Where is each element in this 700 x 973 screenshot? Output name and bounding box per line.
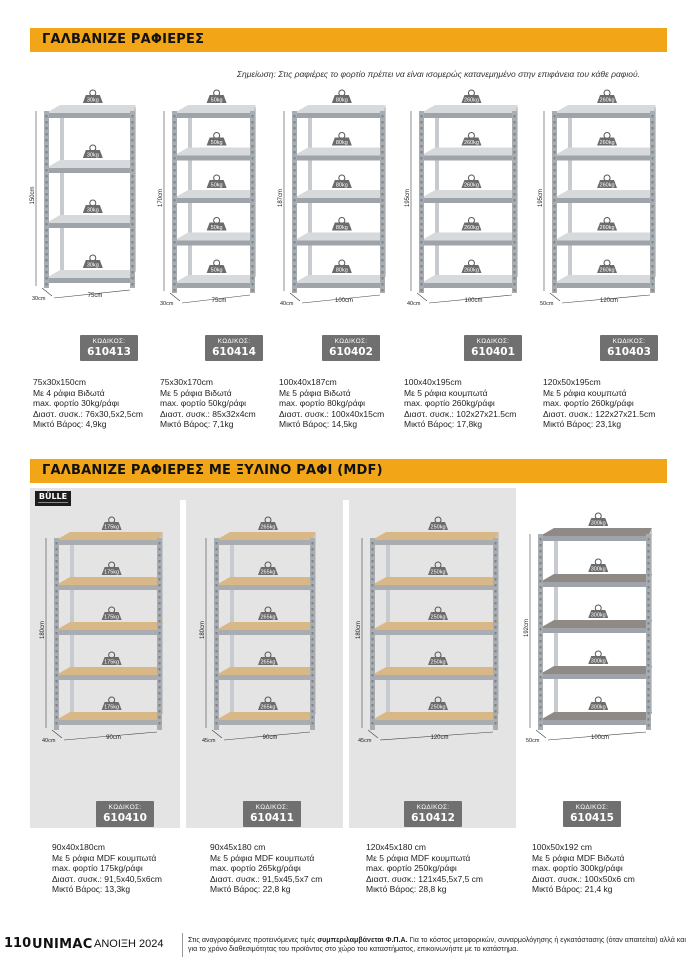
product-code-label: ΚΩΔΙΚΟΣ: xyxy=(255,804,289,811)
shelving-unit-illustration xyxy=(40,524,175,750)
weight-icon xyxy=(102,562,122,576)
product-code: 610411 xyxy=(250,812,294,824)
spec-line: 75x30x150cm xyxy=(33,377,86,387)
depth-dimension-label: 50cm xyxy=(526,738,540,744)
depth-dimension-label: 40cm xyxy=(280,301,294,307)
svg-text:260kg: 260kg xyxy=(599,267,615,274)
product-code-badge xyxy=(600,335,658,361)
svg-text:300kg: 300kg xyxy=(590,520,606,527)
depth-dimension-label: 50cm xyxy=(540,301,554,307)
svg-text:260kg: 260kg xyxy=(463,97,479,104)
product-image xyxy=(538,97,668,313)
spec-line: Με 5 ράφια MDF κουμπωτά xyxy=(366,852,471,863)
product-code-badge xyxy=(563,801,621,827)
svg-text:265kg: 265kg xyxy=(260,524,276,531)
shelf-board xyxy=(421,190,518,198)
width-dimension-label: 120cm xyxy=(430,735,449,741)
weight-icon xyxy=(332,175,352,189)
product-image xyxy=(158,97,268,313)
shelf-board xyxy=(56,667,163,675)
weight-icon xyxy=(461,260,481,274)
spec-line: Διαστ. συσκ.: 102x27x21.5cm xyxy=(404,408,517,419)
weight-icon xyxy=(207,175,227,189)
bulle-logo: BÜLLE xyxy=(35,491,71,506)
footer-divider xyxy=(182,933,183,957)
svg-text:300kg: 300kg xyxy=(590,612,606,619)
shelf-board xyxy=(540,666,652,674)
weight-icon xyxy=(428,607,448,621)
spec-line: Διαστ. συσκ.: 85x32x4cm xyxy=(160,408,256,419)
spec-line: Μικτό Βάρος: 14,5kg xyxy=(279,419,358,429)
svg-text:50kg: 50kg xyxy=(210,182,223,189)
product-code-badge xyxy=(464,335,522,361)
spec-line: Διαστ. συσκ.: 121x45,5x7,5 cm xyxy=(366,873,484,884)
svg-text:260kg: 260kg xyxy=(599,182,615,189)
spec-line: Με 5 ράφια MDF κουμπωτά xyxy=(52,852,157,863)
weight-icon xyxy=(588,651,608,665)
svg-text:300kg: 300kg xyxy=(590,566,606,573)
price-disclaimer: Στις αναγραφόμενες προτεινόμενες τιμές συμπεριλαμβάνεται Φ.Π.Α. Για το κόστος μεταφορικών, συναρμολόγησης ή εγκατάστασης (όταν απαιτείται) αλλά και για το χρόνο διαθεσιμότητας του προϊόντος στο χώρο του καταστήματος, επικοινωνήστε με το κατάστημα. xyxy=(188,936,686,953)
product-code-label: ΚΩΔΙΚΟΣ: xyxy=(217,338,251,345)
shelving-unit-illustration xyxy=(538,97,668,313)
weight-icon xyxy=(428,562,448,576)
shelf-board xyxy=(216,532,316,540)
spec-line: 100x50x192 cm xyxy=(532,842,593,852)
product-code-badge xyxy=(404,801,462,827)
height-dimension-label: 180cm xyxy=(356,620,362,640)
product-code: 610413 xyxy=(87,346,131,358)
svg-text:250kg: 250kg xyxy=(430,659,446,666)
svg-text:80kg: 80kg xyxy=(335,267,348,274)
product-code: 610403 xyxy=(607,346,651,358)
svg-text:80kg: 80kg xyxy=(335,140,348,146)
weight-icon xyxy=(428,652,448,666)
weight-icon xyxy=(588,697,608,711)
shelf-board xyxy=(540,712,652,720)
spec-line: max. φορτίο 175kg/ράφι xyxy=(52,863,143,873)
weight-icon xyxy=(588,513,608,527)
weight-icon xyxy=(102,697,122,711)
shelf-board xyxy=(46,105,136,113)
weight-icon xyxy=(588,559,608,573)
svg-text:50kg: 50kg xyxy=(210,225,223,231)
product-image xyxy=(356,524,511,750)
product-code-badge xyxy=(205,335,263,361)
svg-text:175kg: 175kg xyxy=(104,614,120,621)
weight-icon xyxy=(83,145,103,159)
spec-line: 75x30x170cm xyxy=(160,377,213,387)
catalog-season: ΑΝΟΙΞΗ 2024 xyxy=(94,938,164,950)
brand-name: UNIMAC xyxy=(32,937,93,952)
shelf-board xyxy=(372,667,499,675)
depth-dimension-label: 45cm xyxy=(358,738,372,744)
height-dimension-label: 195cm xyxy=(405,188,411,208)
shelf-board xyxy=(174,190,256,198)
spec-line: 120x50x195cm xyxy=(543,377,601,387)
weight-icon xyxy=(207,133,227,147)
section-title-mdf: ΓΑΛΒΑΝΙΖΕ ΡΑΦΙΕΡΕΣ ΜΕ ΞΥΛΙΝΟ ΡΑΦΙ (MDF) xyxy=(30,459,667,483)
svg-text:300kg: 300kg xyxy=(590,658,606,665)
spec-line: Με 5 ράφια MDF Βιδωτά xyxy=(532,852,625,863)
svg-text:175kg: 175kg xyxy=(104,524,120,531)
shelf-board xyxy=(56,532,163,540)
height-dimension-label: 187cm xyxy=(278,188,284,208)
spec-line: max. φορτίο 260kg/ράφι xyxy=(404,398,495,408)
weight-icon xyxy=(332,260,352,274)
height-dimension-label: 150cm xyxy=(30,186,36,205)
weight-icon xyxy=(83,90,103,104)
shelf-board xyxy=(554,148,656,156)
spec-line: Διαστ. συσκ.: 100x50x6 cm xyxy=(532,873,635,884)
shelf-board xyxy=(216,667,316,675)
product-code-badge xyxy=(322,335,380,361)
weight-icon xyxy=(597,175,617,189)
weight-icon xyxy=(332,218,352,232)
product-code: 610415 xyxy=(570,812,614,824)
spec-line: max. φορτίο 300kg/ράφι xyxy=(532,863,623,873)
spec-line: Με 5 ράφια κουμπωτά xyxy=(543,387,627,398)
spec-line: max. φορτίο 50kg/ράφι xyxy=(160,398,247,408)
svg-text:80kg: 80kg xyxy=(335,225,348,231)
product-code: 610401 xyxy=(471,346,515,358)
shelf-board xyxy=(554,275,656,283)
shelf-board xyxy=(372,577,499,585)
product-specs xyxy=(532,842,635,895)
svg-text:80kg: 80kg xyxy=(335,182,348,189)
shelf-board xyxy=(294,190,386,198)
spec-line: Μικτό Βάρος: 23,1kg xyxy=(543,419,622,429)
weight-icon xyxy=(258,697,278,711)
spec-line: Μικτό Βάρος: 4,9kg xyxy=(33,419,107,429)
width-dimension-label: 100cm xyxy=(590,735,610,741)
shelving-unit-illustration xyxy=(30,97,148,308)
shelf-board xyxy=(554,105,656,113)
spec-line: max. φορτίο 80kg/ράφι xyxy=(279,398,366,408)
svg-text:260kg: 260kg xyxy=(599,225,615,231)
width-dimension-label: 100cm xyxy=(464,298,483,304)
shelf-board xyxy=(372,622,499,630)
product-image xyxy=(278,97,398,313)
depth-dimension-label: 30cm xyxy=(160,301,174,307)
shelf-board xyxy=(540,574,652,582)
product-specs xyxy=(210,842,322,895)
product-code-label: ΚΩΔΙΚΟΣ: xyxy=(416,804,450,811)
spec-line: max. φορτίο 30kg/ράφι xyxy=(33,398,120,408)
shelf-board xyxy=(554,233,656,241)
shelf-board xyxy=(372,712,499,720)
page-footer xyxy=(0,930,700,960)
weight-icon xyxy=(461,218,481,232)
spec-line: 90x40x180cm xyxy=(52,842,105,852)
svg-text:265kg: 265kg xyxy=(260,614,276,621)
width-dimension-label: 75cm xyxy=(87,293,103,299)
load-note: Σημείωση: Στις ραφιέρες το φορτίο πρέπει να είναι ισομερώς κατανεμημένο στην επιφάνεια του κάθε ραφιού. xyxy=(236,69,640,79)
shelf-board xyxy=(216,577,316,585)
svg-text:30kg: 30kg xyxy=(86,262,99,269)
shelf-board xyxy=(216,622,316,630)
spec-line: Μικτό Βάρος: 22,8 kg xyxy=(210,884,291,894)
product-specs xyxy=(160,377,256,430)
height-dimension-label: 195cm xyxy=(538,188,544,208)
svg-text:260kg: 260kg xyxy=(463,225,479,231)
svg-text:175kg: 175kg xyxy=(104,659,120,666)
svg-text:30kg: 30kg xyxy=(86,152,99,159)
shelf-board xyxy=(174,105,256,113)
shelf-board xyxy=(372,532,499,540)
spec-line: Διαστ. συσκ.: 91,5x40,5x6cm xyxy=(52,873,162,884)
section-title-galvanized: ΓΑΛΒΑΝΙΖΕ ΡΑΦΙΕΡΕΣ xyxy=(30,28,667,52)
shelving-unit-illustration xyxy=(158,97,268,313)
product-code: 610414 xyxy=(212,346,256,358)
weight-icon xyxy=(597,133,617,147)
product-specs xyxy=(33,377,143,430)
svg-text:175kg: 175kg xyxy=(104,569,120,576)
shelf-board xyxy=(56,622,163,630)
shelving-unit-illustration xyxy=(356,524,511,750)
spec-line: 100x40x195cm xyxy=(404,377,462,387)
product-code-badge xyxy=(96,801,154,827)
svg-text:250kg: 250kg xyxy=(430,524,446,531)
shelf-board xyxy=(421,275,518,283)
shelf-board xyxy=(46,160,136,168)
shelf-board xyxy=(294,233,386,241)
shelf-board xyxy=(46,215,136,223)
height-dimension-label: 180cm xyxy=(40,620,46,640)
weight-icon xyxy=(461,175,481,189)
svg-text:260kg: 260kg xyxy=(463,267,479,274)
weight-icon xyxy=(428,697,448,711)
product-code-label: ΚΩΔΙΚΟΣ: xyxy=(575,804,609,811)
svg-text:50kg: 50kg xyxy=(210,267,223,274)
svg-text:260kg: 260kg xyxy=(463,140,479,146)
spec-line: 100x40x187cm xyxy=(279,377,337,387)
shelf-board xyxy=(46,270,136,278)
shelf-board xyxy=(174,148,256,156)
shelf-board xyxy=(216,712,316,720)
width-dimension-label: 120cm xyxy=(599,298,619,304)
weight-icon xyxy=(207,218,227,232)
product-image xyxy=(40,524,175,750)
svg-text:80kg: 80kg xyxy=(335,97,348,104)
shelf-board xyxy=(56,577,163,585)
weight-icon xyxy=(258,562,278,576)
width-dimension-label: 90cm xyxy=(262,735,278,741)
height-dimension-label: 180cm xyxy=(200,620,206,640)
product-specs xyxy=(543,377,655,430)
spec-line: Μικτό Βάρος: 13,3kg xyxy=(52,884,131,894)
product-image xyxy=(524,520,664,750)
weight-icon xyxy=(597,90,617,104)
svg-text:260kg: 260kg xyxy=(599,97,615,104)
shelf-board xyxy=(294,105,386,113)
height-dimension-label: 170cm xyxy=(158,188,164,208)
weight-icon xyxy=(588,605,608,619)
weight-icon xyxy=(102,607,122,621)
shelf-board xyxy=(540,528,652,536)
shelf-board xyxy=(294,148,386,156)
product-code-label: ΚΩΔΙΚΟΣ: xyxy=(476,338,510,345)
spec-line: Μικτό Βάρος: 17,8kg xyxy=(404,419,483,429)
weight-icon xyxy=(102,652,122,666)
product-code-badge xyxy=(80,335,138,361)
weight-icon xyxy=(83,255,103,269)
shelf-board xyxy=(421,233,518,241)
shelf-board xyxy=(294,275,386,283)
product-code-label: ΚΩΔΙΚΟΣ: xyxy=(108,804,142,811)
svg-text:250kg: 250kg xyxy=(430,569,446,576)
depth-dimension-label: 40cm xyxy=(42,738,56,744)
depth-dimension-label: 30cm xyxy=(32,296,46,302)
spec-line: Διαστ. συσκ.: 100x40x15cm xyxy=(279,408,385,419)
column-divider xyxy=(343,500,349,828)
spec-line: Μικτό Βάρος: 28,8 kg xyxy=(366,884,447,894)
product-code: 610412 xyxy=(411,812,455,824)
spec-line: Διαστ. συσκ.: 76x30,5x2,5cm xyxy=(33,408,143,419)
product-code: 610402 xyxy=(329,346,373,358)
spec-line: 90x45x180 cm xyxy=(210,842,266,852)
shelf-board xyxy=(421,105,518,113)
depth-dimension-label: 45cm xyxy=(202,738,216,744)
weight-icon xyxy=(258,652,278,666)
column-divider xyxy=(180,500,186,828)
spec-line: Με 5 ράφια κουμπωτά xyxy=(404,387,488,398)
width-dimension-label: 75cm xyxy=(211,298,227,304)
spec-line: 120x45x180 cm xyxy=(366,842,427,852)
svg-text:50kg: 50kg xyxy=(210,97,223,104)
svg-text:30kg: 30kg xyxy=(86,97,99,104)
svg-text:175kg: 175kg xyxy=(104,704,120,711)
svg-text:50kg: 50kg xyxy=(210,140,223,146)
svg-text:265kg: 265kg xyxy=(260,704,276,711)
spec-line: Διαστ. συσκ.: 122x27x21.5cm xyxy=(543,408,656,419)
shelving-unit-illustration xyxy=(278,97,398,313)
height-dimension-label: 192cm xyxy=(524,618,530,638)
shelf-board xyxy=(540,620,652,628)
product-specs xyxy=(52,842,162,895)
depth-dimension-label: 40cm xyxy=(407,301,421,307)
shelf-board xyxy=(174,233,256,241)
spec-line: max. φορτίο 265kg/ράφι xyxy=(210,863,301,873)
shelf-board xyxy=(554,190,656,198)
product-image xyxy=(200,524,328,750)
shelf-board xyxy=(421,148,518,156)
svg-text:260kg: 260kg xyxy=(599,140,615,146)
width-dimension-label: 90cm xyxy=(106,735,121,741)
product-code-label: ΚΩΔΙΚΟΣ: xyxy=(612,338,646,345)
width-dimension-label: 100cm xyxy=(334,298,354,304)
svg-text:265kg: 265kg xyxy=(260,569,276,576)
product-code-label: ΚΩΔΙΚΟΣ: xyxy=(334,338,368,345)
svg-text:300kg: 300kg xyxy=(590,704,606,711)
spec-line: Μικτό Βάρος: 21,4 kg xyxy=(532,884,613,894)
weight-icon xyxy=(461,90,481,104)
svg-text:265kg: 265kg xyxy=(260,659,276,666)
product-image xyxy=(405,97,530,313)
spec-line: Με 5 ράφια MDF κουμπωτά xyxy=(210,852,315,863)
weight-icon xyxy=(597,218,617,232)
weight-icon xyxy=(83,200,103,214)
product-code-label: ΚΩΔΙΚΟΣ: xyxy=(92,338,126,345)
weight-icon xyxy=(461,133,481,147)
shelving-unit-illustration xyxy=(524,520,664,750)
product-image xyxy=(30,97,148,308)
weight-icon xyxy=(207,90,227,104)
page-number: 110 xyxy=(4,936,32,951)
svg-text:260kg: 260kg xyxy=(463,182,479,189)
spec-line: Μικτό Βάρος: 7,1kg xyxy=(160,419,234,429)
shelving-unit-illustration xyxy=(405,97,530,313)
product-code-badge xyxy=(243,801,301,827)
weight-icon xyxy=(332,133,352,147)
spec-line: Με 5 ράφια Βιδωτά xyxy=(279,387,351,398)
product-specs xyxy=(404,377,516,430)
shelving-unit-illustration xyxy=(200,524,328,750)
svg-text:250kg: 250kg xyxy=(430,704,446,711)
spec-line: Διαστ. συσκ.: 91,5x45,5x7 cm xyxy=(210,873,323,884)
weight-icon xyxy=(258,607,278,621)
svg-text:250kg: 250kg xyxy=(430,614,446,621)
shelf-board xyxy=(56,712,163,720)
weight-icon xyxy=(332,90,352,104)
product-specs xyxy=(279,377,384,430)
spec-line: Με 4 ράφια Βιδωτά xyxy=(33,387,105,398)
product-specs xyxy=(366,842,483,895)
shelf-board xyxy=(174,275,256,283)
weight-icon xyxy=(597,260,617,274)
weight-icon xyxy=(207,260,227,274)
spec-line: max. φορτίο 260kg/ράφι xyxy=(543,398,634,408)
svg-text:30kg: 30kg xyxy=(86,207,99,214)
spec-line: Με 5 ράφια Βιδωτά xyxy=(160,387,232,398)
spec-line: max. φορτίο 250kg/ράφι xyxy=(366,863,457,873)
product-code: 610410 xyxy=(103,812,147,824)
